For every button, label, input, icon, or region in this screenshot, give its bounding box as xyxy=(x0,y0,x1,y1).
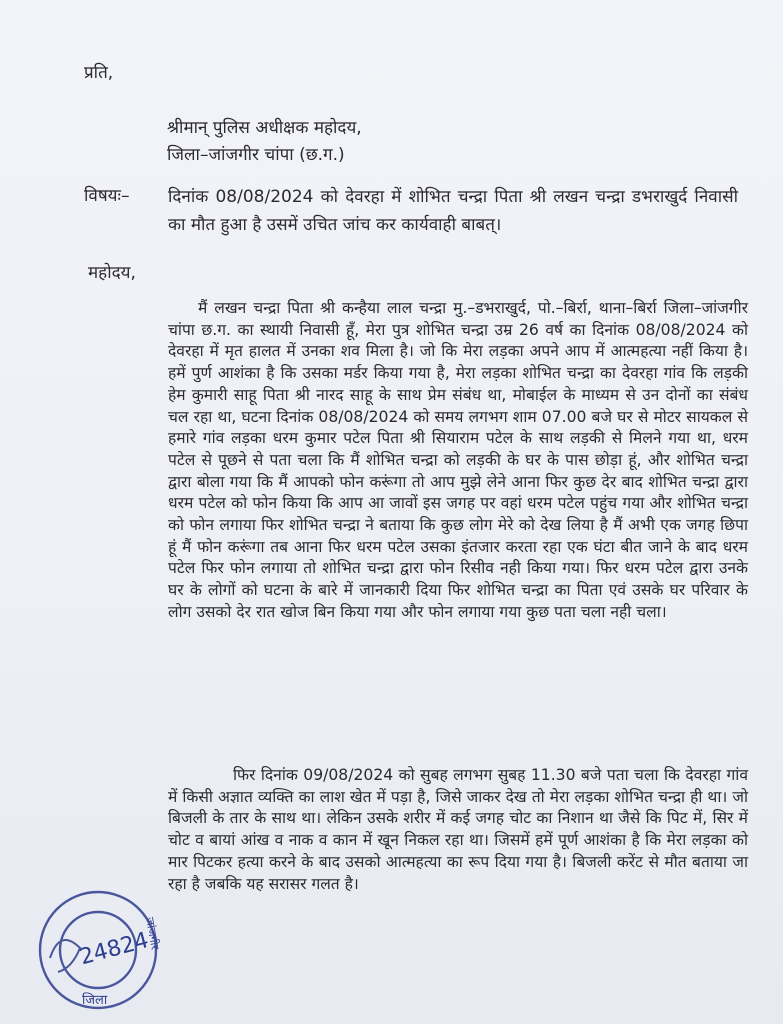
office-stamp xyxy=(20,888,170,1018)
subject-text: दिनांक 08/08/2024 को देवरहा में शोभित चन्द्रा पिता श्री लखन चन्द्रा डभराखुर्द निवासी का मौत हुआ है उसमें उचित जांच कर कार्यवाही बाबत्। xyxy=(168,187,738,235)
to-label: प्रति, xyxy=(84,63,114,83)
stamp-text-bottom: जिला xyxy=(82,993,108,1008)
recipient-address xyxy=(167,115,362,169)
subject-label: विषयः– xyxy=(84,186,130,206)
stamp-text-right: जांजगीर xyxy=(143,916,162,951)
stamp-number: 24824 xyxy=(77,927,152,971)
recipient-line-1: श्रीमान् पुलिस अधीक्षक महोदय, xyxy=(167,118,362,138)
body-paragraph-2: फिर दिनांक 09/08/2024 को सुबह लगभग सुबह 11.30 बजे पता चला कि देवरहा गांव में किसी अज्ञात व्यक्ति का लाश खेत में पड़ा है, जिसे जाकर देख तो मेरा लड़का शोभित चन्द्रा ही था। जो बिजली के तार के साथ था। लेकिन उसके शरीर में कई जगह चोट का निशान था जैसे कि पिट में, सिर में चोट व बायां आंख व नाक व कान में खून निकल रहा था। जिसमें हमें पूर्ण आशंका है कि मेरा लड़का को मार पिटकर हत्या करने के बाद उसको आत्महत्या का रूप दिया गया है। बिजली करेंट से मौत बताया जा रहा है जबकि यह सरासर गलत है। xyxy=(168,766,748,893)
salutation: महोदय, xyxy=(88,263,136,283)
recipient-line-2: जिला–जांजगीर चांपा (छ.ग.) xyxy=(167,145,345,165)
body-paragraph-1: मैं लखन चन्द्रा पिता श्री कन्हैया लाल चन्द्रा मु.–डभराखुर्द, पो.–बिर्रा, थाना–बिर्रा जिला–जांजगीर चांपा छ.ग. का स्थायी निवासी हूँ, मेरा पुत्र शोभित चन्द्रा उम्र 26 वर्ष का दिनांक 08/08/2024 को देवरहा में मृत हालत में उनका शव मिला है। जो कि मेरा लड़का अपने आप में आत्महत्या नहीं किया है। हमें पुर्ण आशंका है कि उसका मर्डर किया गया है, मेरा लड़का शोभित चन्द्रा का देवरहा गांव कि लड़की हेम कुमारी साहू पिता श्री नारद साहू के साथ प्रेम संबंध था, मोबाईल के माध्यम से उन दोनों का संबंध चल रहा था, घटना दिनांक 08/08/2024 को समय लगभग शाम 07.00 बजे घर से मोटर सायकल से हमारे गांव लड़का धरम कुमार पटेल पिता श्री सियाराम पटेल के साथ लड़की से मिलने गया था, धरम पटेल से पूछने से पता चला कि मैं शोभित चन्द्रा को लड़की के घर के पास छोड़ा हूं, और शोभित चन्द्रा द्वारा बोला गया कि मैं आपको फोन करूंगा तो आप मुझे लेने आना फिर कुछ देर बाद शोभित चन्द्रा द्वारा धरम पटेल को फोन किया कि आप आ जावों इस जगह पर वहां धरम पटेल पहुंच गया और शोभित चन्द्रा को फोन लगाया फिर शोभित चन्द्रा ने बताया कि कुछ लोग मेरे को देख लिया है मैं अभी एक जगह छिपा हूं मैं फोन करूंगा तब आना फिर धरम पटेल उसका इंतजार करता रहा एक घंटा बीत जाने के बाद धरम पटेल फिर फोन लगाया तो शोभित चन्द्रा द्वारा फोन रिसीव नही किया गया। फिर धरम पटेल द्वारा उनके घर के लोगों को घटना के बारे में जानकारी दिया फिर शोभित चन्द्रा का पिता एवं उसके घर परिवार के लोग उसको देर रात खोज बिन किया गया और फोन लगाया गया कुछ पता चला नही चला। xyxy=(168,299,748,621)
